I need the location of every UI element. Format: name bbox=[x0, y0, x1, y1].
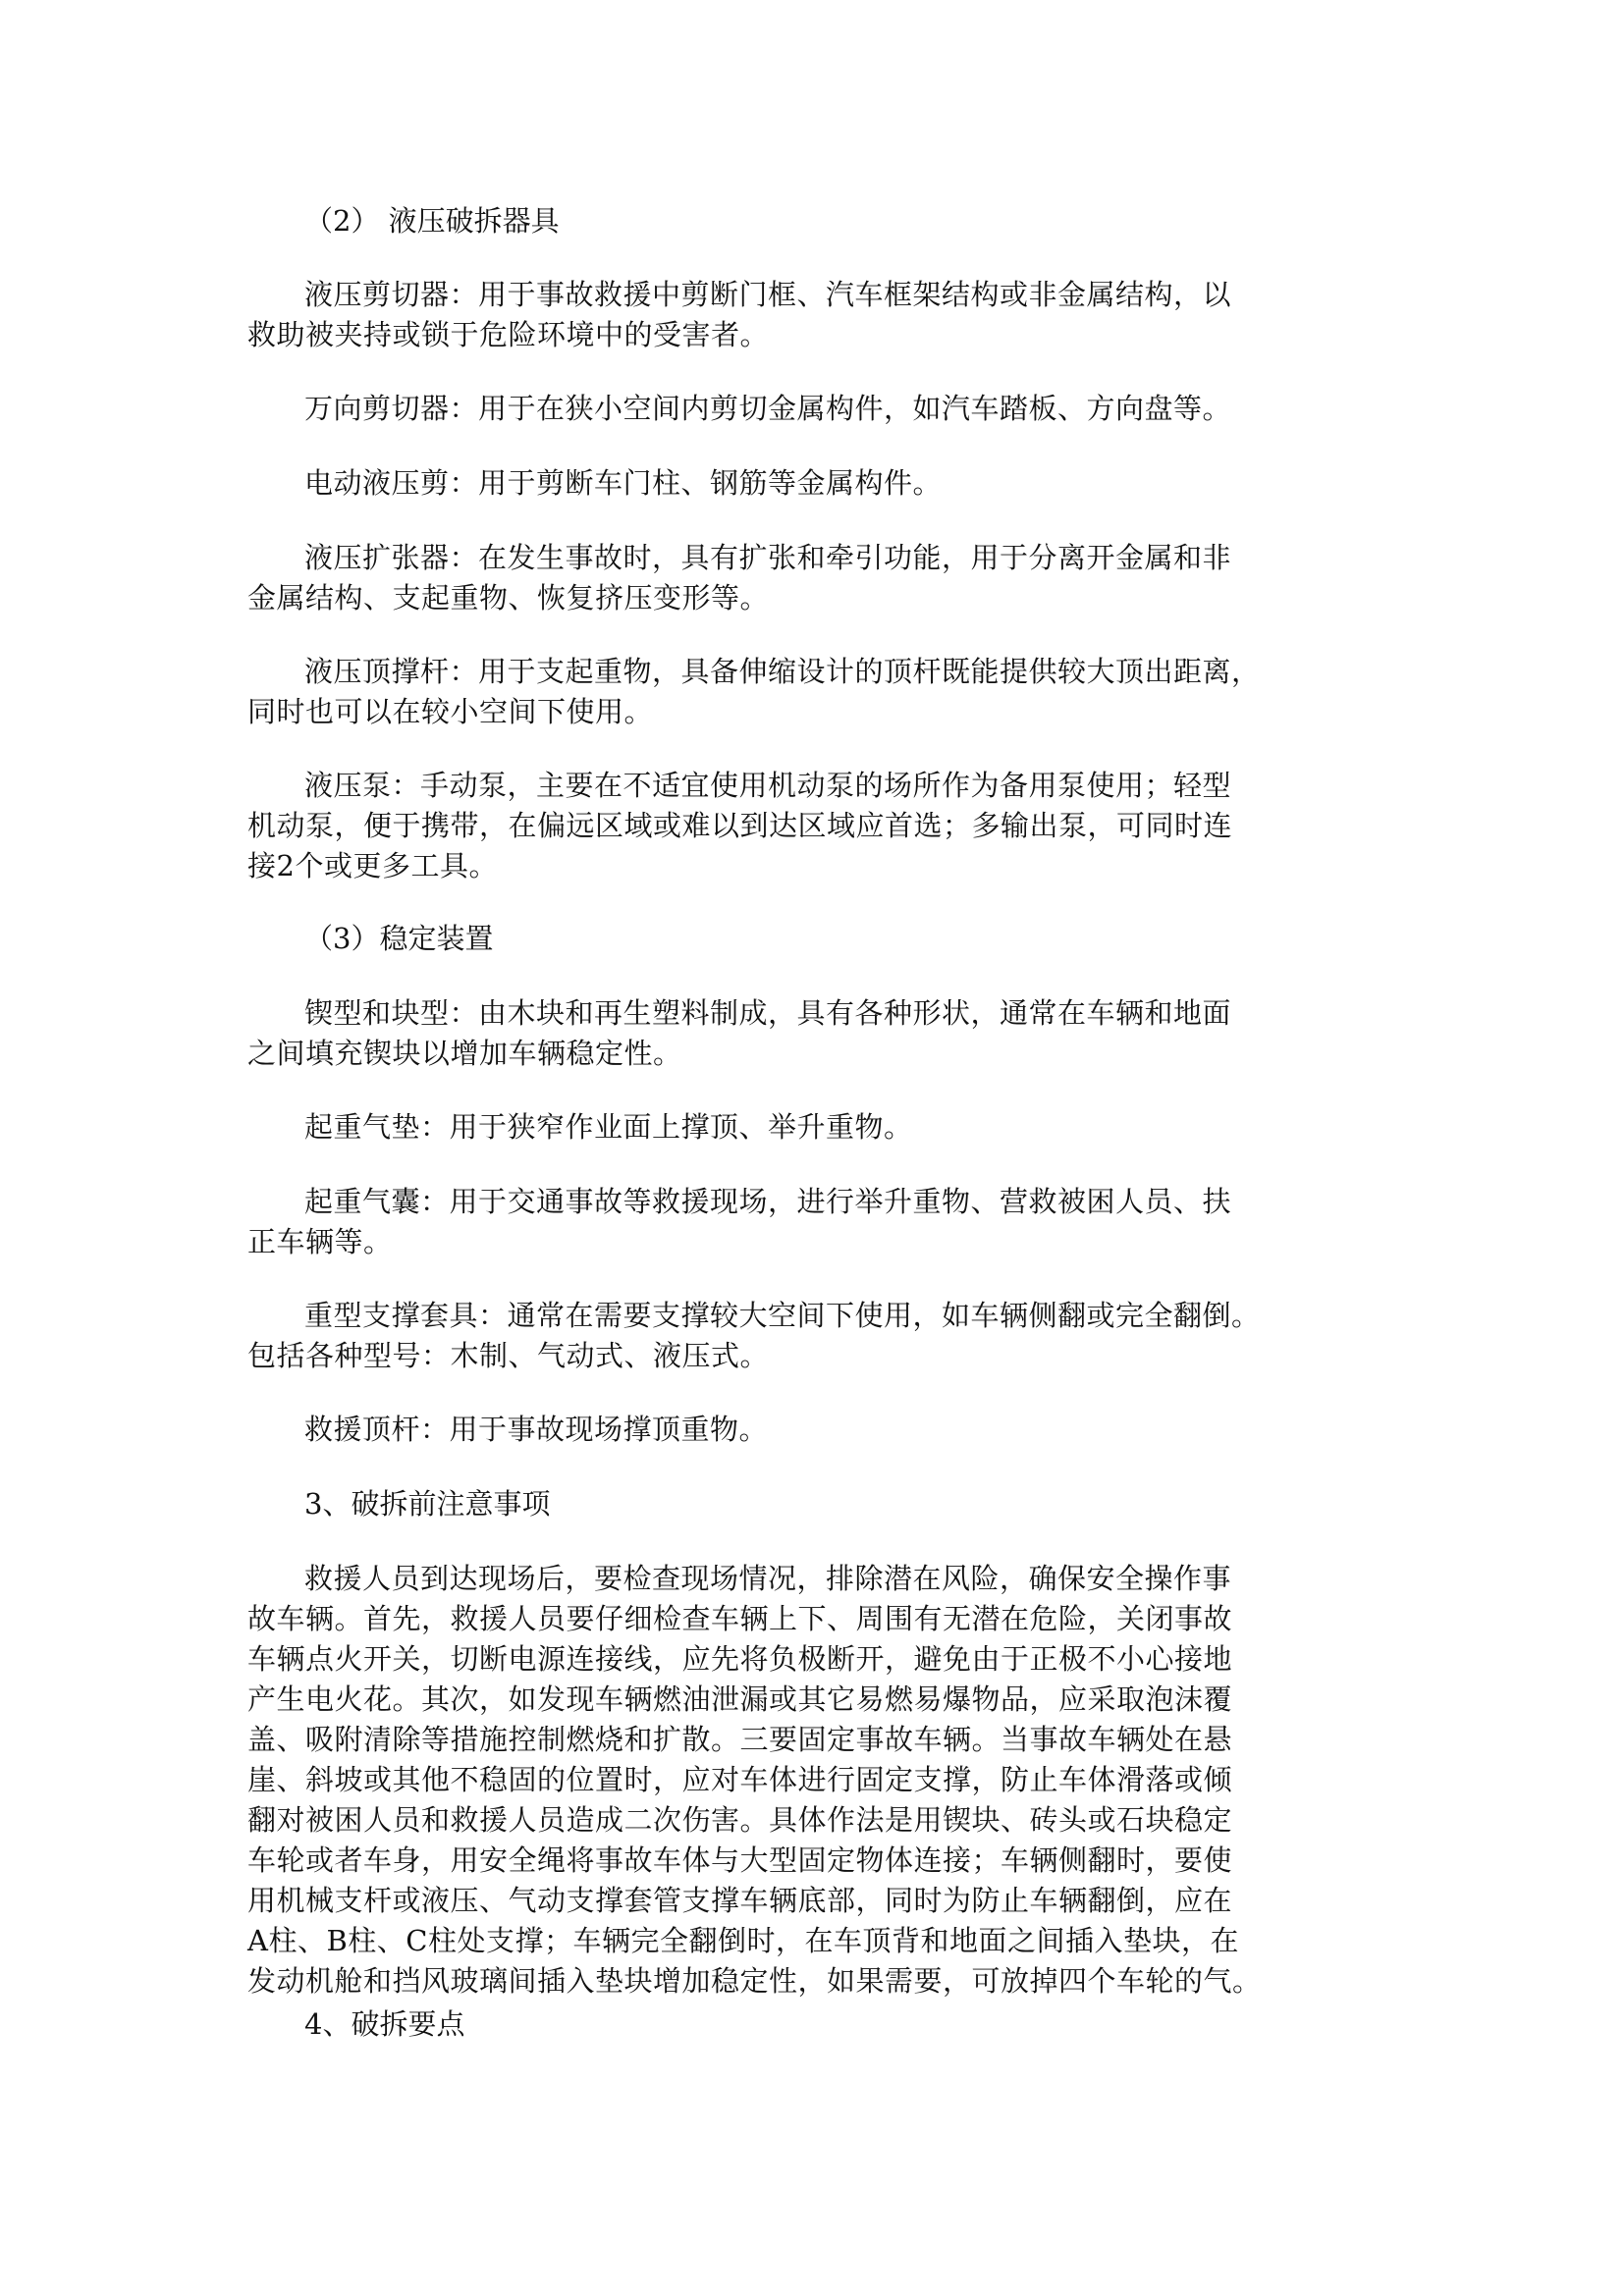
text-line: 之间填充锲块以增加车辆稳定性。 bbox=[247, 1037, 682, 1070]
text-line: 救援顶杆：用于事故现场撑顶重物。 bbox=[304, 1413, 769, 1446]
text-line: 产生电火花。其次，如发现车辆燃油泄漏或其它易燃易爆物品，应采取泡沫覆 bbox=[247, 1682, 1233, 1716]
text-line: 救助被夹持或锁于危险环境中的受害者。 bbox=[247, 318, 770, 351]
paragraph-hydraulic-ram bbox=[247, 652, 1386, 732]
paragraph-hydraulic-spreader bbox=[247, 538, 1386, 618]
paragraph-hydraulic-pump bbox=[247, 766, 1386, 886]
text-line: 万向剪切器：用于在狭小空间内剪切金属构件，如汽车踏板、方向盘等。 bbox=[304, 392, 1232, 425]
section-heading-hydraulic-tools: （2） 液压破拆器具 bbox=[304, 204, 560, 238]
text-line: 翻对被困人员和救援人员造成二次伤害。具体作法是用锲块、砖头或石块稳定 bbox=[247, 1803, 1233, 1837]
section-heading-stabilization: （3）稳定装置 bbox=[304, 922, 494, 955]
text-line: 盖、吸附清除等措施控制燃烧和扩散。三要固定事故车辆。当事故车辆处在悬 bbox=[247, 1723, 1233, 1756]
section-heading-precautions: 3、破拆前注意事项 bbox=[304, 1487, 551, 1521]
text-line: 正车辆等。 bbox=[247, 1225, 393, 1258]
text-line: 故车辆。首先，救援人员要仔细检查车辆上下、周围有无潜在危险，关闭事故 bbox=[247, 1602, 1233, 1635]
text-line: 同时也可以在较小空间下使用。 bbox=[247, 695, 654, 728]
paragraph-heavy-support-kit bbox=[247, 1296, 1386, 1376]
text-line: A柱、B柱、C柱处支撑；车辆完全翻倒时，在车顶背和地面之间插入垫块，在 bbox=[247, 1924, 1239, 1957]
text-line: 机动泵，便于携带，在偏远区域或难以到达区域应首选；多输出泵，可同时连 bbox=[247, 809, 1233, 842]
paragraph-hydraulic-cutter bbox=[247, 275, 1386, 355]
paragraph-universal-cutter bbox=[247, 389, 1386, 429]
text-line: 车辆点火开关，切断电源连接线，应先将负极断开，避免由于正极不小心接地 bbox=[247, 1642, 1233, 1676]
text-line: 包括各种型号：木制、气动式、液压式。 bbox=[247, 1339, 770, 1372]
text-line: 起重气垫：用于狭窄作业面上撑顶、举升重物。 bbox=[304, 1110, 913, 1144]
paragraph-wedges-blocks bbox=[247, 993, 1386, 1074]
paragraph-lifting-airbag bbox=[247, 1182, 1386, 1262]
text-line: 重型支撑套具：通常在需要支撑较大空间下使用，如车辆侧翻或完全翻倒。 bbox=[304, 1299, 1261, 1332]
text-line: 电动液压剪：用于剪断车门柱、钢筋等金属构件。 bbox=[304, 466, 943, 500]
text-line: 液压扩张器：在发生事故时，具有扩张和牵引功能，用于分离开金属和非 bbox=[304, 541, 1232, 574]
paragraph-lifting-cushion bbox=[247, 1107, 1386, 1148]
text-line: 液压顶撑杆：用于支起重物，具备伸缩设计的顶杆既能提供较大顶出距离， bbox=[304, 655, 1261, 688]
text-line: 发动机舱和挡风玻璃间插入垫块增加稳定性，如果需要，可放掉四个车轮的气。 bbox=[247, 1964, 1262, 1998]
text-line: 车轮或者车身，用安全绳将事故车体与大型固定物体连接；车辆侧翻时，要使 bbox=[247, 1843, 1233, 1877]
text-line: 液压泵：手动泵，主要在不适宜使用机动泵的场所作为备用泵使用；轻型 bbox=[304, 769, 1232, 802]
section-heading-demolition-points: 4、破拆要点 bbox=[304, 2007, 465, 2041]
text-line: 用机械支杆或液压、气动支撑套管支撑车辆底部，同时为防止车辆翻倒，应在 bbox=[247, 1884, 1233, 1917]
text-line: 液压剪切器：用于事故救援中剪断门框、汽车框架结构或非金属结构，以 bbox=[304, 278, 1232, 311]
text-line: 锲型和块型：由木块和再生塑料制成，具有各种形状，通常在车辆和地面 bbox=[304, 996, 1232, 1030]
text-line: 接2个或更多工具。 bbox=[247, 849, 498, 882]
text-line: 救援人员到达现场后，要检查现场情况，排除潜在风险，确保安全操作事 bbox=[304, 1562, 1232, 1595]
text-line: 崖、斜坡或其他不稳固的位置时，应对车体进行固定支撑，防止车体滑落或倾 bbox=[247, 1763, 1233, 1796]
text-line: 起重气囊：用于交通事故等救援现场，进行举升重物、营救被困人员、扶 bbox=[304, 1185, 1232, 1218]
paragraph-precautions-body bbox=[247, 1559, 1386, 2002]
text-line: 金属结构、支起重物、恢复挤压变形等。 bbox=[247, 581, 770, 614]
paragraph-rescue-prop bbox=[247, 1410, 1386, 1450]
paragraph-electric-shears bbox=[247, 463, 1386, 504]
